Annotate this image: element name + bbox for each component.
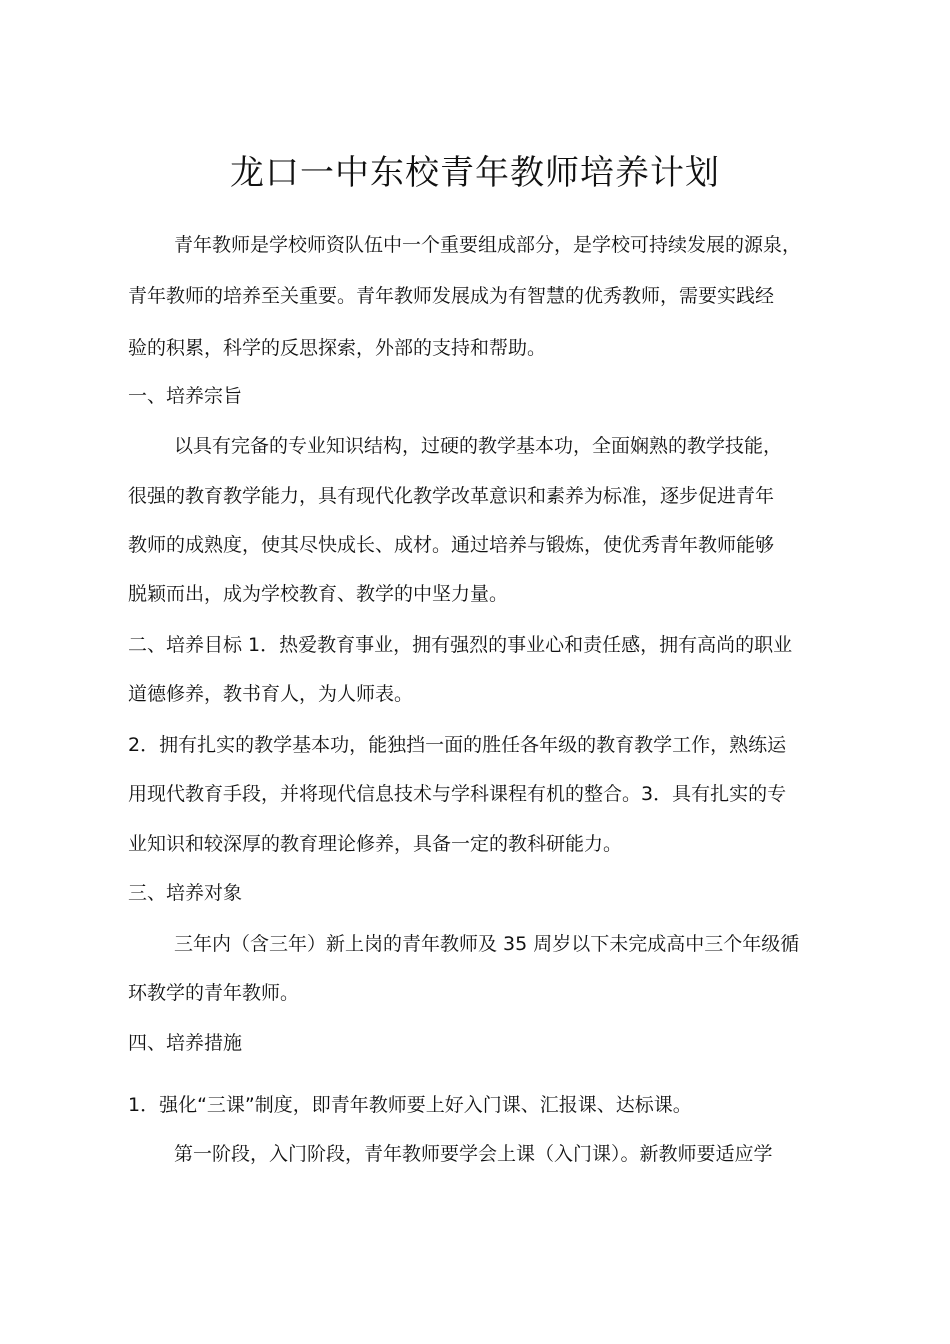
paragraph-line: 道德修养，教书育人，为人师表。: [128, 683, 414, 705]
paragraph-line: 青年教师是学校师资队伍中一个重要组成部分，是学校可持续发展的源泉，: [174, 234, 802, 256]
paragraph-line: 2．拥有扎实的教学基本功，能独挡一面的胜任各年级的教育教学工作，熟练运: [128, 734, 787, 756]
section-heading: 三、培养对象: [128, 882, 243, 904]
section-heading: 一、培养宗旨: [128, 385, 243, 407]
section-heading: 二、培养目标 1．热爱教育事业，拥有强烈的事业心和责任感，拥有高尚的职业: [128, 634, 793, 656]
paragraph-line: 业知识和较深厚的教育理论修养，具备一定的教科研能力。: [128, 833, 623, 855]
paragraph-line: 验的积累，科学的反思探索，外部的支持和帮助。: [128, 337, 547, 359]
paragraph-line: 很强的教育教学能力，具有现代化教学改革意识和素养为标准，逐步促进青年: [128, 485, 775, 507]
section-heading: 四、培养措施: [128, 1032, 243, 1054]
paragraph-line: 青年教师的培养至关重要。青年教师发展成为有智慧的优秀教师，需要实践经: [128, 285, 775, 307]
paragraph-line: 第一阶段，入门阶段，青年教师要学会上课（入门课）。新教师要适应学: [174, 1143, 773, 1165]
paragraph-line: 三年内（含三年）新上岗的青年教师及 35 周岁以下未完成高中三个年级循: [174, 933, 800, 955]
paragraph-line: 环教学的青年教师。: [128, 982, 300, 1004]
list-item: 1．强化“三课”制度，即青年教师要上好入门课、汇报课、达标课。: [128, 1094, 692, 1116]
paragraph-line: 以具有完备的专业知识结构，过硬的教学基本功，全面娴熟的教学技能，: [174, 435, 783, 457]
paragraph-line: 用现代教育手段，并将现代信息技术与学科课程有机的整合。3．具有扎实的专: [128, 783, 787, 805]
document-title: 龙口一中东校青年教师培养计划: [230, 153, 720, 193]
paragraph-line: 脱颖而出，成为学校教育、教学的中坚力量。: [128, 583, 509, 605]
paragraph-line: 教师的成熟度，使其尽快成长、成材。通过培养与锻炼，使优秀青年教师能够: [128, 534, 775, 556]
